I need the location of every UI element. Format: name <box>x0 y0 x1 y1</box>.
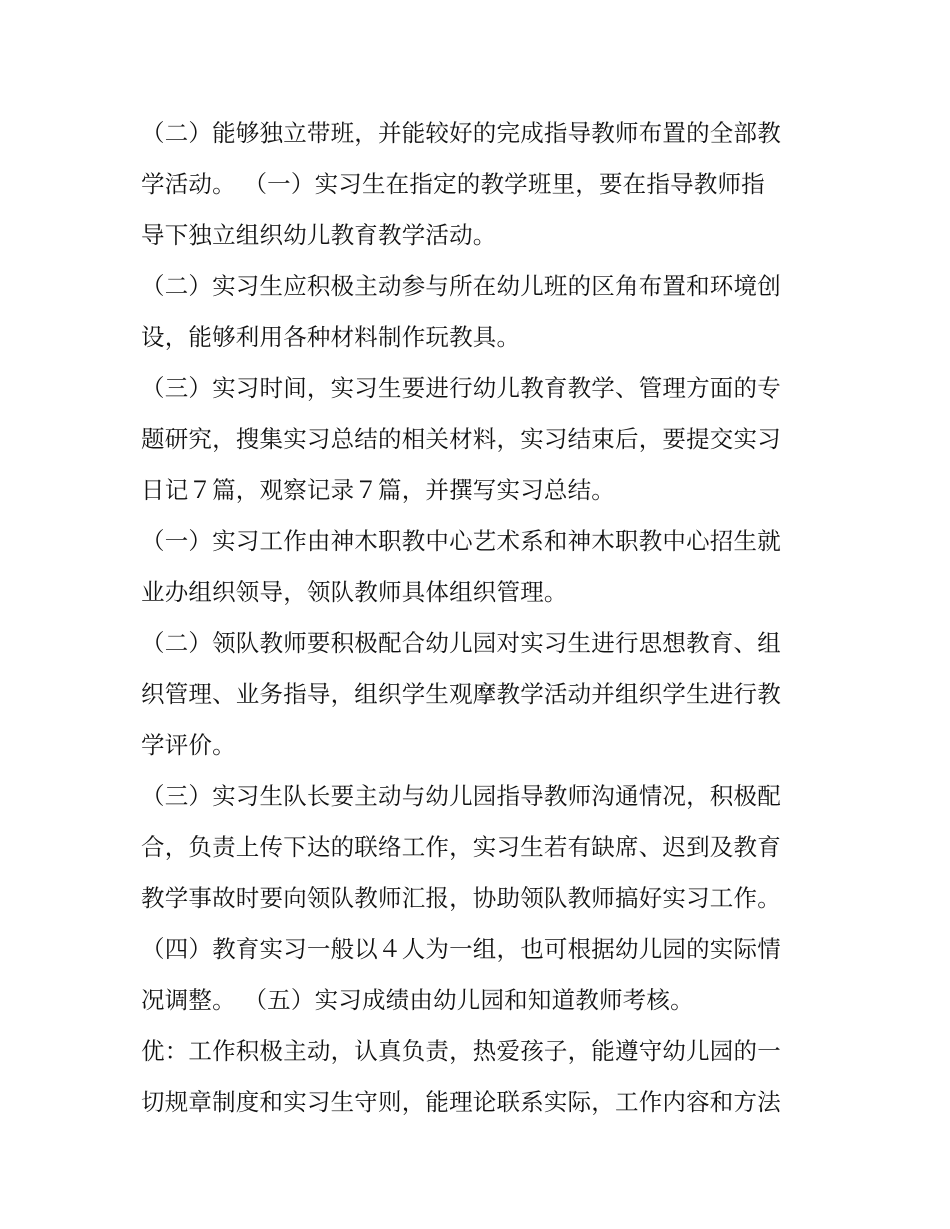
text-line: 教学事故时要向领队教师汇报，协助领队教师搞好实习工作。 <box>141 884 781 912</box>
text-line: （三）实习时间，实习生要进行幼儿教育教学、管理方面的专 <box>141 374 781 402</box>
text-line: 切规章制度和实习生守则，能理论联系实际，工作内容和方法 <box>141 1088 781 1116</box>
text-line: 织管理、业务指导，组织学生观摩教学活动并组织学生进行教 <box>141 680 781 708</box>
text-line: 学评价。 <box>141 731 236 759</box>
text-line: 导下独立组织幼儿教育教学活动。 <box>141 221 497 249</box>
text-line: （一）实习工作由神木职教中心艺术系和神木职教中心招生就 <box>141 527 781 555</box>
text-line: 况调整。 （五）实习成绩由幼儿园和知道教师考核。 <box>141 986 694 1014</box>
text-line: 设，能够利用各种材料制作玩教具。 <box>141 323 521 351</box>
text-line: 业办组织领导，领队教师具体组织管理。 <box>141 578 568 606</box>
text-line: 优：工作积极主动，认真负责，热爱孩子，能遵守幼儿园的一 <box>141 1037 781 1065</box>
text-line: （三）实习生队长要主动与幼儿园指导教师沟通情况，积极配 <box>141 782 781 810</box>
text-line: （四）教育实习一般以４人为一组，也可根据幼儿园的实际情 <box>141 935 781 963</box>
text-line: （二）领队教师要积极配合幼儿园对实习生进行思想教育、组 <box>141 629 781 657</box>
text-line: 学活动。 （一）实习生在指定的教学班里，要在指导教师指 <box>141 170 765 198</box>
text-line: 题研究，搜集实习总结的相关材料，实习结束后，要提交实习 <box>141 425 781 453</box>
text-line: （二）能够独立带班，并能较好的完成指导教师布置的全部教 <box>141 119 781 147</box>
text-line: （二）实习生应积极主动参与所在幼儿班的区角布置和环境创 <box>141 272 781 300</box>
text-line: 合，负责上传下达的联络工作，实习生若有缺席、迟到及教育 <box>141 833 781 861</box>
text-line: 日记７篇，观察记录７篇，并撰写实习总结。 <box>141 476 615 504</box>
document-body <box>141 108 813 1128</box>
